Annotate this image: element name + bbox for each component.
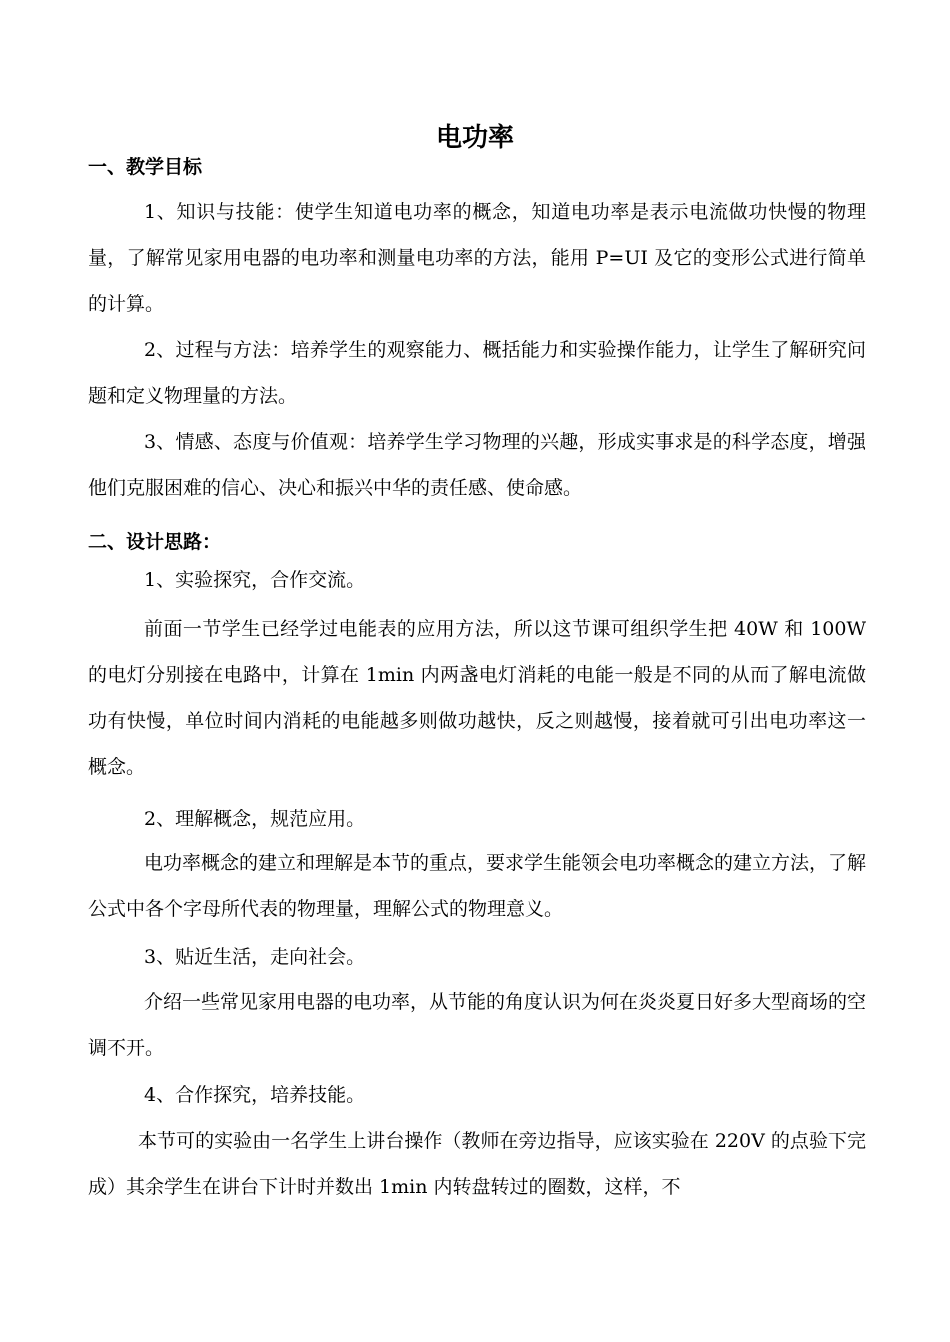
- paragraph-design-detail-2: 电功率概念的建立和理解是本节的重点，要求学生能领会电功率概念的建立方法，了解公式中各个字母所代表的物理量，理解公式的物理意义。: [88, 852, 867, 920]
- document-title: 电功率: [435, 123, 514, 153]
- paragraph-design-detail-4: 本节可的实验由一名学生上讲台操作（教师在旁边指导，应该实验在 220V 的点验下完成）其余学生在讲台下计时并数出 1min 内转盘转过的圈数，这样，不: [88, 1130, 866, 1198]
- paragraph-knowledge-skills: 1、知识与技能：使学生知道电功率的概念，知道电功率是表示电流做功快慢的物理量，了解常见家用电器的电功率和测量电功率的方法，能用 P=UI 及它的变形公式进行简单的计算。: [88, 201, 866, 315]
- paragraph-design-detail-3: 介绍一些常见家用电器的电功率，从节能的角度认识为何在炎炎夏日好多大型商场的空调不开。: [88, 991, 867, 1059]
- paragraph-design-point-1: 1、实验探究，合作交流。: [144, 569, 366, 591]
- paragraph-design-point-4: 4、合作探究，培养技能。: [144, 1084, 366, 1106]
- section-heading-design: 二、设计思路：: [88, 531, 222, 553]
- paragraph-process-methods: 2、过程与方法：培养学生的观察能力、概括能力和实验操作能力，让学生了解研究问题和定义物理量的方法。: [88, 339, 866, 407]
- paragraph-design-detail-1: 前面一节学生已经学过电能表的应用方法，所以这节课可组织学生把 40W 和 100W 的电灯分别接在电路中，计算在 1min 内两盏电灯消耗的电能一般是不同的从而了解电流做功有快慢，单位时间内消耗的电能越多则做功越快，反之则越慢，接着就可引出电功率这一概念。: [88, 618, 866, 778]
- paragraph-design-point-2: 2、理解概念，规范应用。: [144, 808, 366, 830]
- paragraph-design-point-3: 3、贴近生活，走向社会。: [144, 946, 366, 968]
- section-heading-goals: 一、教学目标: [88, 156, 203, 178]
- paragraph-emotion-values: 3、情感、态度与价值观：培养学生学习物理的兴趣，形成实事求是的科学态度，增强他们克服困难的信心、决心和振兴中华的责任感、使命感。: [88, 431, 866, 499]
